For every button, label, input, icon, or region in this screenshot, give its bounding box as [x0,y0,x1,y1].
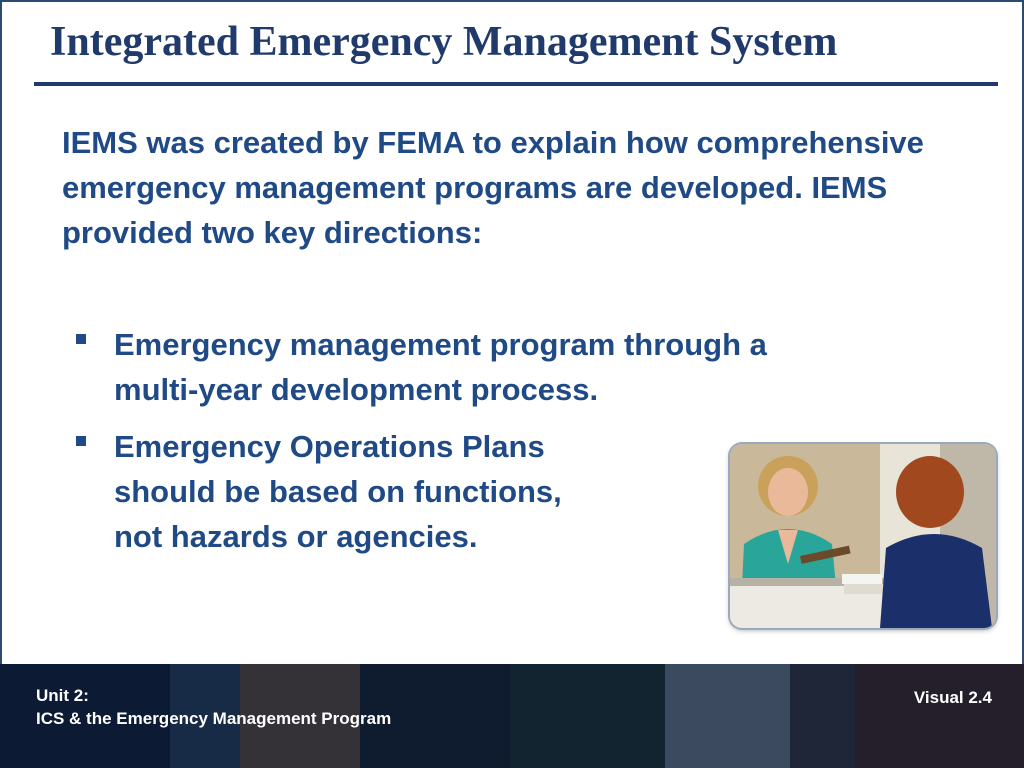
office-photo [730,444,996,628]
visual-number: Visual 2.4 [913,688,992,707]
footer-band [0,664,1024,768]
slide-title: Integrated Emergency Management System [50,19,838,65]
square-bullet-icon [76,334,86,344]
bullet-line: Emergency Operations Plans [114,429,545,464]
unit-title: ICS & the Emergency Management Program [36,709,392,728]
bullet-line: not hazards or agencies. [114,519,478,554]
bullet-text [114,424,562,559]
footer-unit-label [36,684,391,730]
intro-paragraph: IEMS was created by FEMA to explain how comprehensive emergency management programs are developed. IEMS provided two key directions: [62,125,924,250]
office-photo-illustration [730,444,996,628]
bullet-text [114,322,767,412]
square-bullet-icon [76,436,86,446]
unit-number: Unit 2: [36,686,89,705]
bullet-line: multi-year development process. [114,372,599,407]
title-divider [34,82,998,86]
bullet-line: should be based on functions, [114,474,562,509]
bullet-line: Emergency management program through a [114,327,767,362]
